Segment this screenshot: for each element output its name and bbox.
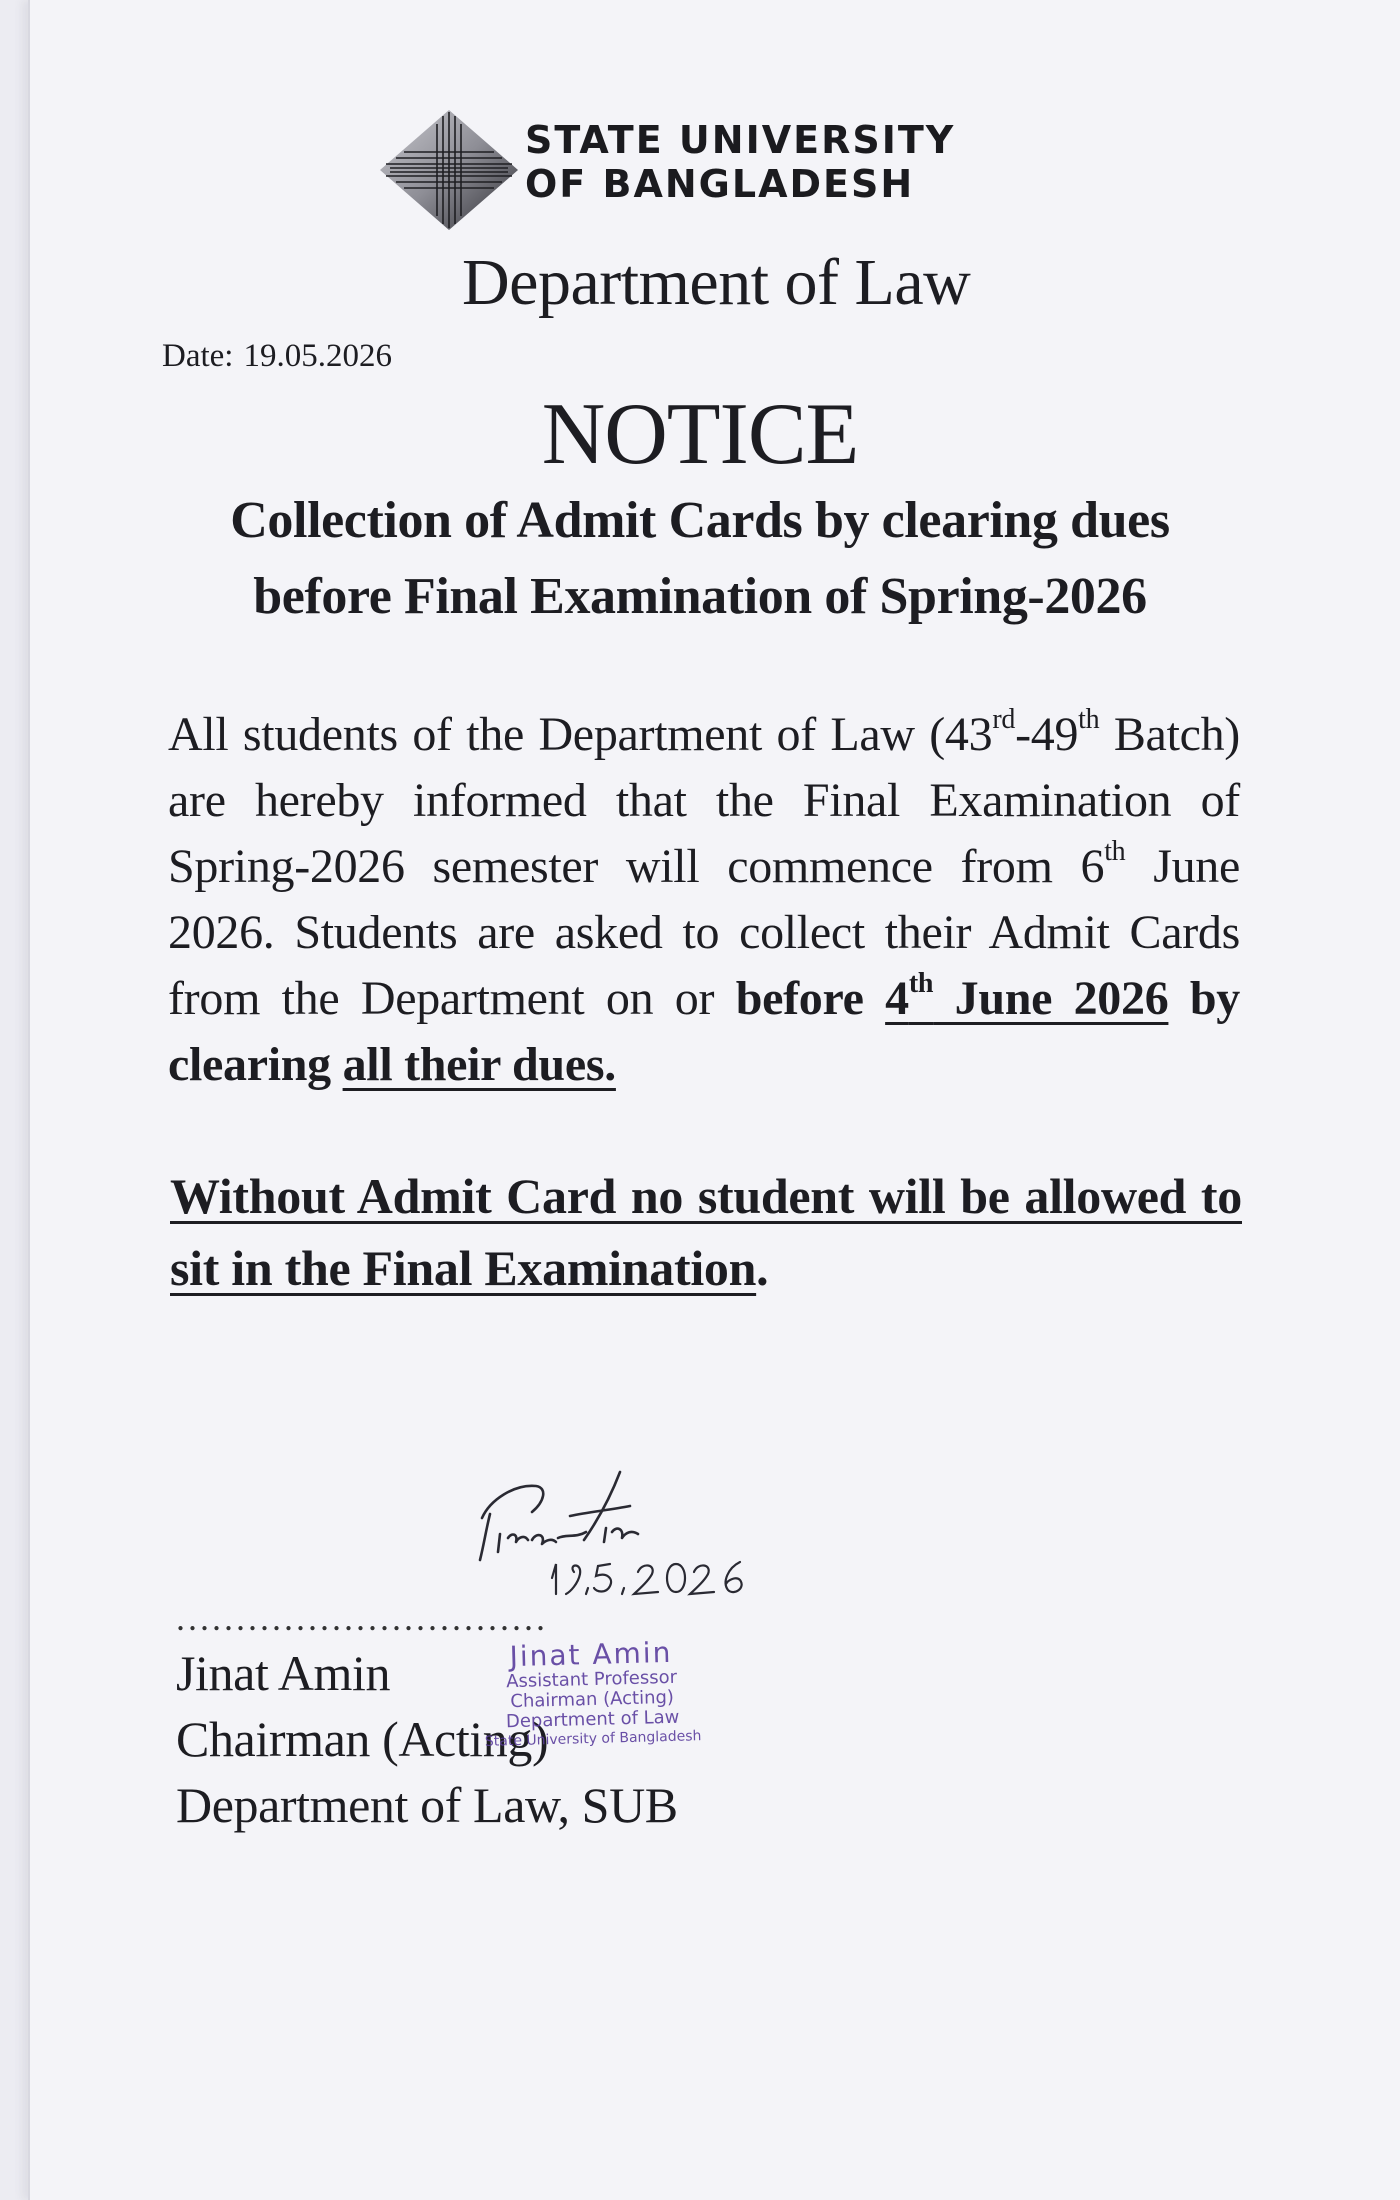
subject-line-1: Collection of Admit Cards by clearing dues	[230, 492, 1170, 549]
notice-date	[162, 336, 392, 376]
deadline-date	[885, 968, 1169, 1025]
stamp-department: Department of Law	[505, 1706, 680, 1733]
deadline-rest: June 2026	[933, 972, 1169, 1025]
warning-period: .	[756, 1240, 769, 1296]
stamp-role: Chairman (Acting)	[510, 1686, 675, 1713]
date-label: Date:	[162, 338, 234, 374]
letterhead	[378, 108, 1038, 232]
body-by-clearing: by clearing	[168, 972, 1241, 1091]
subject-line-2: before Final Examination of Spring-2026	[253, 568, 1147, 625]
body-all-dues: all their dues.	[342, 1038, 616, 1091]
signer-name: Jinat Amin	[176, 1645, 391, 1701]
date-value: 19.05.2026	[243, 338, 392, 374]
body-text-1: All students of the Department of Law (43	[168, 708, 993, 761]
university-name-line-1: STATE UNIVERSITY	[525, 118, 956, 162]
body-sup-1: rd	[992, 704, 1016, 735]
university-name	[525, 118, 955, 206]
handwritten-signature	[470, 1468, 810, 1608]
stamp-designation: Assistant Professor	[505, 1666, 678, 1693]
warning-text: Without Admit Card no student will be allowed to sit in the Final Examination	[170, 1168, 1242, 1296]
body-text-2: -49	[1015, 708, 1079, 761]
signature-line: ...............................	[176, 1598, 548, 1638]
notice-page	[28, 0, 1400, 2200]
deadline-day: 4	[885, 972, 909, 1025]
signer-department: Department of Law, SUB	[176, 1777, 678, 1833]
notice-warning	[170, 1160, 1242, 1304]
body-before: before	[735, 972, 864, 1025]
department-heading: Department of Law	[462, 246, 971, 319]
stamp-name: Jinat Amin	[509, 1635, 673, 1674]
deadline-sup: th	[908, 968, 934, 999]
scan-left-edge	[0, 0, 28, 2200]
sub-diamond-logo-icon	[378, 108, 520, 232]
stamp-university: State University of Bangladesh	[484, 1728, 702, 1750]
body-sup-3: th	[1104, 836, 1126, 867]
university-name-line-2: OF BANGLADESH	[525, 162, 915, 206]
official-stamp	[471, 1637, 714, 1751]
body-sup-2: th	[1078, 704, 1100, 735]
notice-subject	[150, 483, 1250, 635]
body-text-4: June 2026. Students are asked to collect their Admit Cards from the Department on or	[168, 840, 1240, 1025]
notice-body	[168, 702, 1240, 1098]
notice-title: NOTICE	[541, 386, 859, 483]
signer-title: Chairman (Acting)	[176, 1711, 549, 1767]
body-text-3: Batch) are hereby informed that the Final Examination of Spring-2026 semester will commence from 6	[168, 708, 1240, 893]
